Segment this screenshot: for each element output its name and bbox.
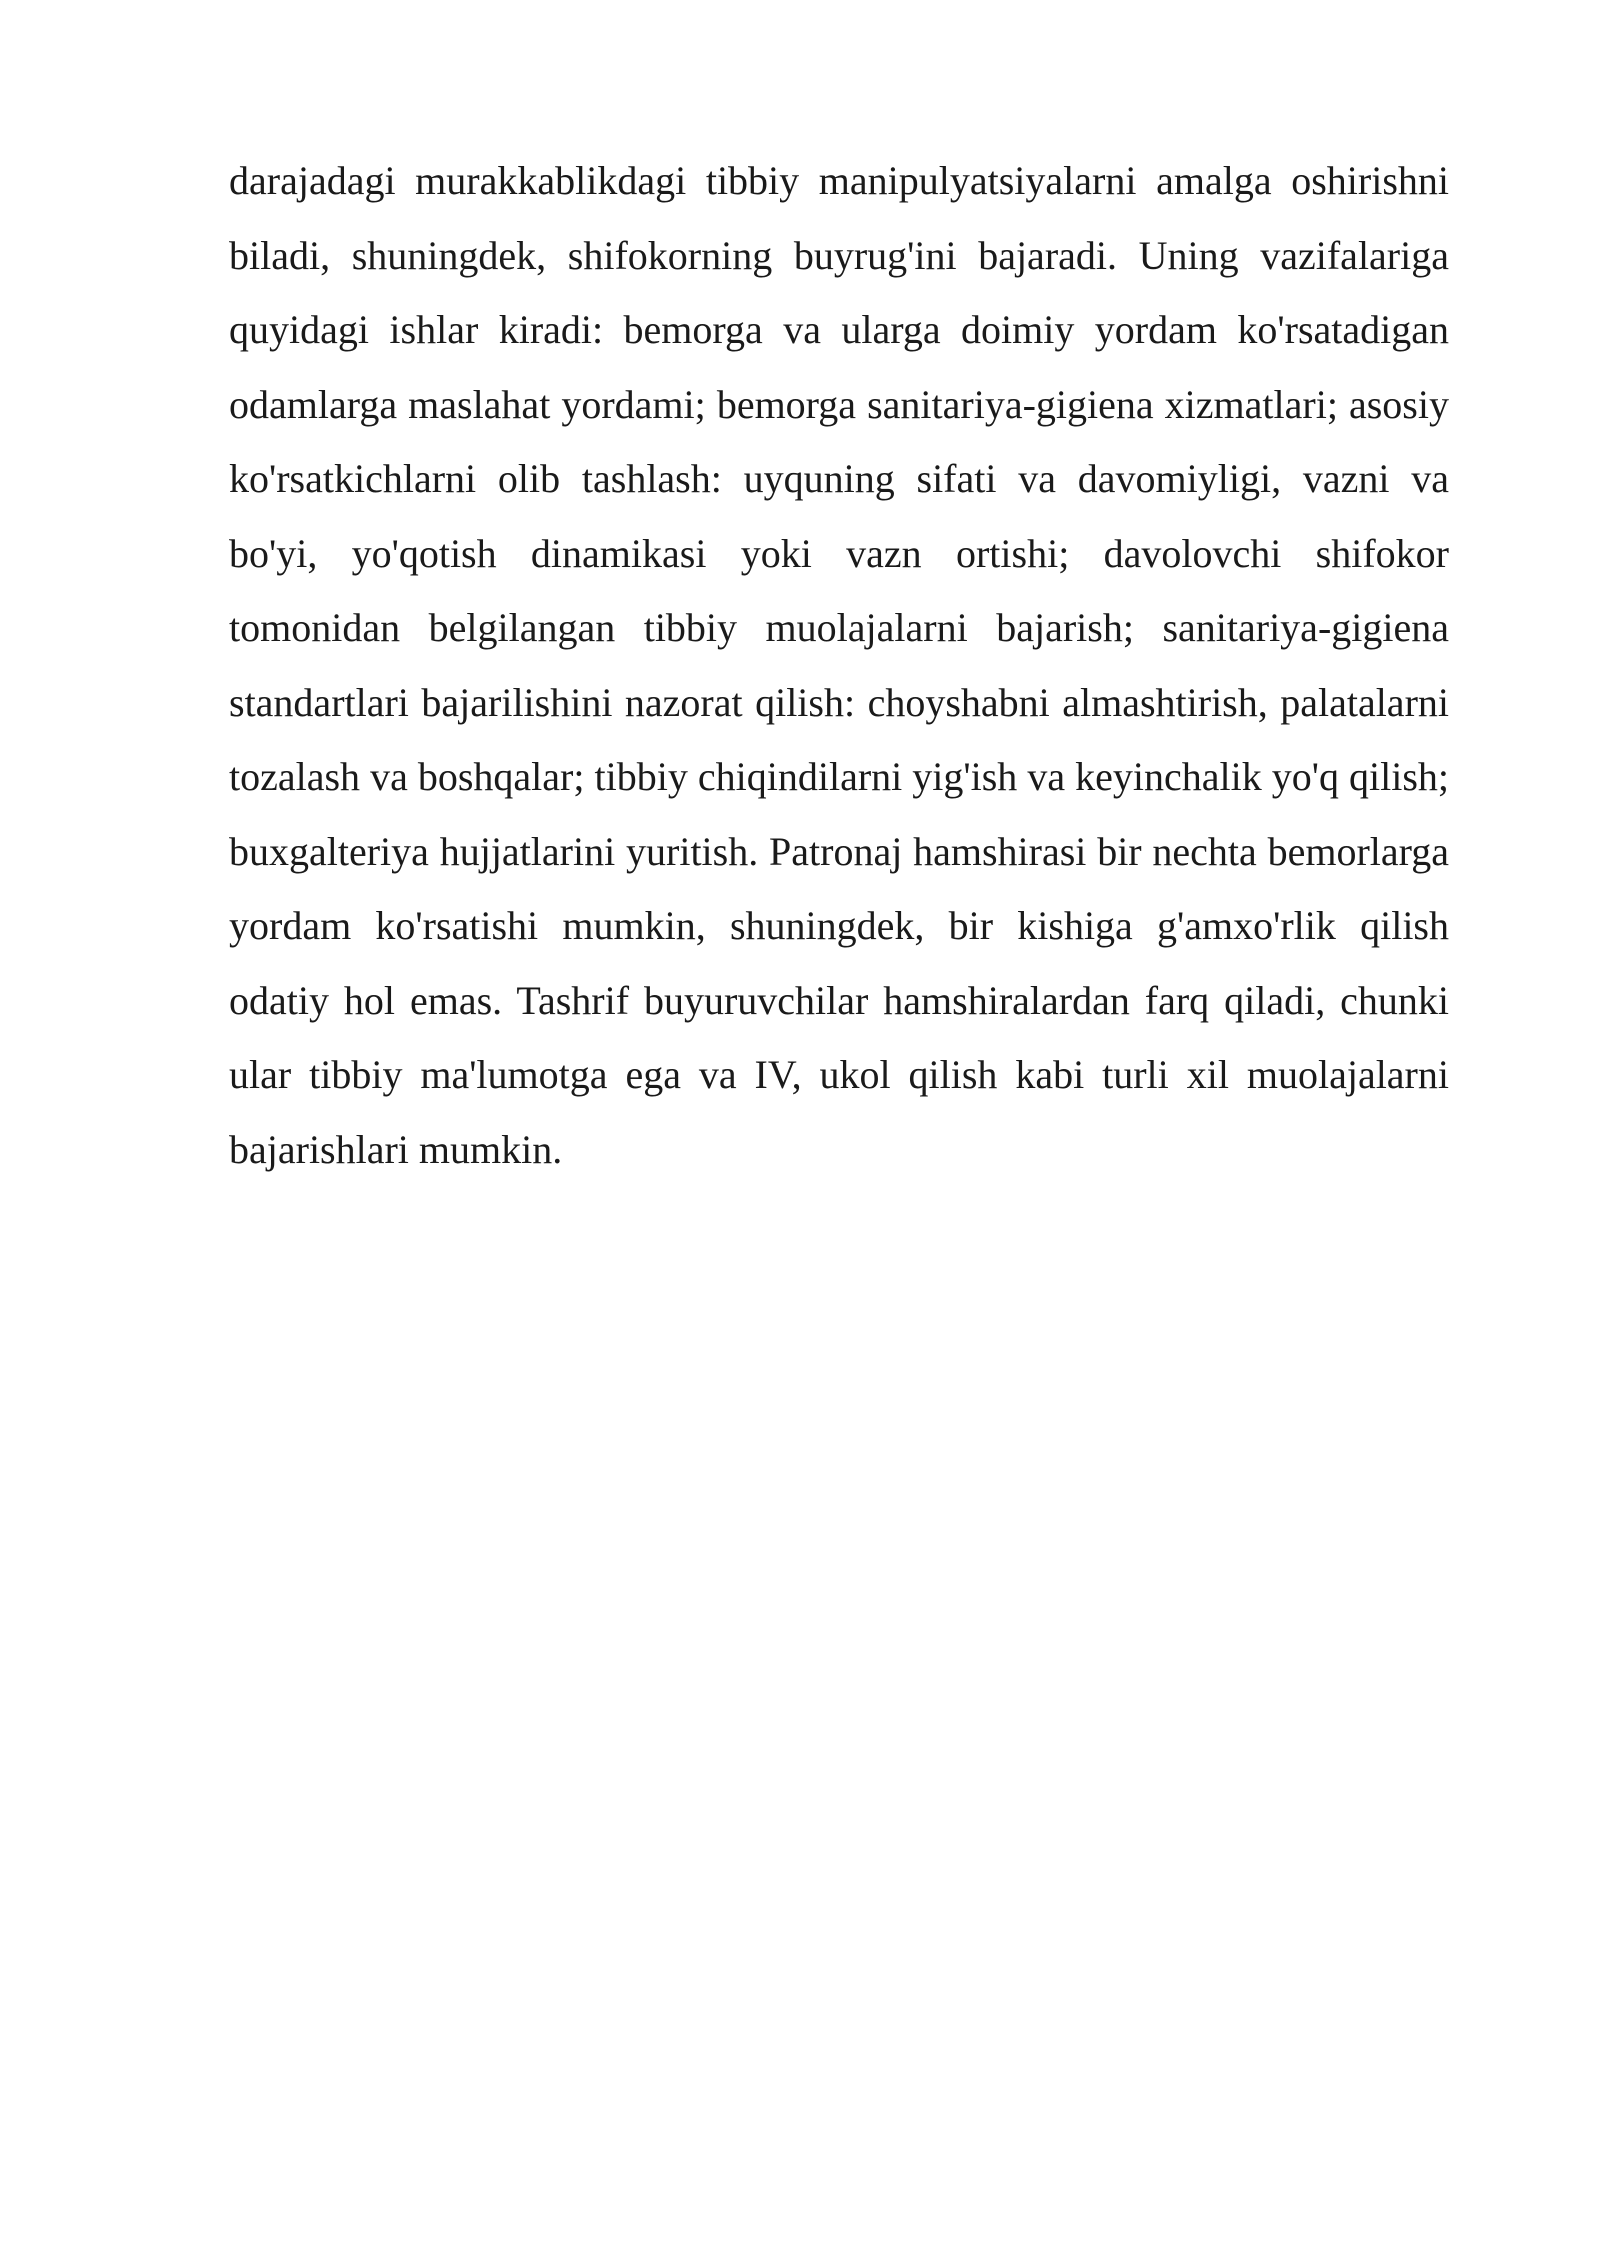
body-paragraph: darajadagi murakkablikdagi tibbiy manipulyatsiyalarni amalga oshirishni biladi, shuningdek, shifokorning buyrug'ini bajaradi. Uning vazifalariga quyidagi ishlar kiradi: bemorga va ularga doimiy yordam ko'rsatadigan odamlarga maslahat yordami; bemorga sanitariya-gigiena xizmatlari; asosiy ko'rsatkichlarni olib tashlash: uyquning sifati va davomiyligi, vazni va bo'yi, yo'qotish dinamikasi yoki vazn ortishi; davolovchi shifokor tomonidan belgilangan tibbiy muolajalarni bajarish; sanitariya-gigiena standartlari bajarilishini nazorat qilish: choyshabni almashtirish, palatalarni tozalash va boshqalar; tibbiy chiqindilarni yig'ish va keyinchalik yo'q qilish; buxgalteriya hujjatlarini yuritish. Patronaj hamshirasi bir nechta bemorlarga yordam ko'rsatishi mumkin, shuningdek, bir kishiga g'amxo'rlik qilish odatiy hol emas. Tashrif buyuruvchilar hamshiralardan farq qiladi, chunki ular tibbiy ma'lumotga ega va IV, ukol qilish kabi turli xil muolajalarni bajarishlari mumkin. — [229, 158, 1449, 1172]
